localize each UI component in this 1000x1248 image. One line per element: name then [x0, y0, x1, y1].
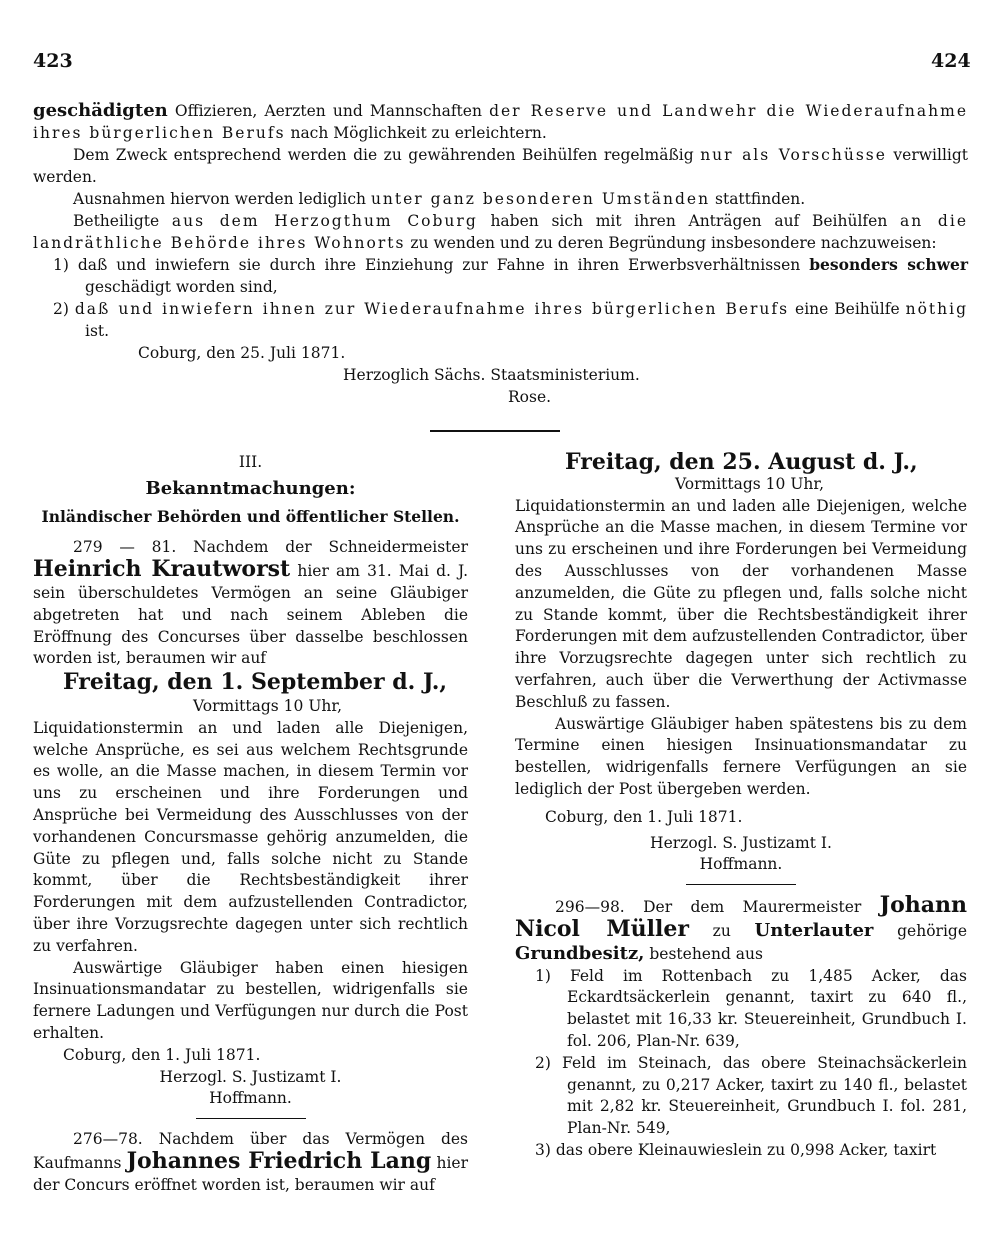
notice-276-body: Liquidationstermin an und laden alle Diejenigen, welche Ansprüche an die Masse machen, in diesem Termine vor uns zu erscheinen und ihre Forderungen bei Vermeidung des Ausschlusses von der vorhandenen Masse anzumelden, die Güte zu pflegen und, falls solche nicht zu Stande kommt, über die Rechtsbeständigkeit ihrer Forderungen mit dem aufzustellenden Contradictor, über ihre Vorzugsrechte dagegen unter sich rechtlich zu verfahren, auch über die Verwerthung der Activmasse Beschluß zu fassen.	[515, 496, 967, 711]
notice-276-place: Coburg, den 1. Juli 1871.	[545, 807, 743, 826]
notice-276-time: Vormittags 10 Uhr,	[675, 474, 824, 493]
paragraph-4: Betheiligte aus dem Herzogthum Coburg haben sich mit ihren Anträgen auf Beihülfen an die landräthliche Behörde ihres Wohnorts zu wenden und zu deren Begründung insbesondere nachzuweisen:	[33, 212, 968, 252]
notice-276-date: Freitag, den 25. August d. J.,	[565, 449, 918, 475]
list-item-1: 1) daß und inwiefern sie durch ihre Einziehung zur Fahne in ihren Erwerbsverhältnissen besonders schwer geschädigt worden sind,	[53, 255, 969, 296]
page-number-left: 423	[33, 50, 73, 72]
notice-279-date: Freitag, den 1. September d. J.,	[63, 669, 448, 696]
notice-279-time: Vormittags 10 Uhr,	[193, 696, 342, 715]
notice-296: 296—98. Der dem Maurermeister Johann Nicol Müller zu Unterlauter gehörige Grundbesitz, bestehend aus	[515, 892, 967, 964]
notice-276-office: Herzogl. S. Justizamt I.	[650, 833, 832, 852]
paragraph-3: Ausnahmen hiervon werden lediglich unter ganz besonderen Umständen stattfinden.	[73, 190, 806, 208]
property-item-1: 1) Feld im Rottenbach zu 1,485 Acker, das Eckardtsäckerlein genannt, taxirt zu 640 fl., belastet mit 16,33 kr. Steuereinheit, Grundbuch I. fol. 206, Plan-Nr. 639,	[535, 966, 967, 1050]
section-heading: Bekanntmachungen:	[145, 477, 356, 499]
section-divider	[430, 430, 560, 432]
date-line: Coburg, den 25. Juli 1871.	[138, 344, 346, 362]
list-item-2: 2) daß und inwiefern ihnen zur Wiederaufnahme ihres bürgerlichen Berufs eine Beihülfe nöthig ist.	[53, 300, 968, 340]
right-column	[515, 449, 967, 1162]
ministry-line: Herzoglich Sächs. Staatsministerium.	[343, 366, 640, 384]
notice-separator	[196, 1118, 306, 1119]
paragraph-1: geschädigten Offizieren, Aerzten und Mannschaften der Reserve und Landwehr die Wiederaufnahme ihres bürgerlichen Berufs nach Möglichkeit zu erleichtern.	[33, 100, 968, 142]
notice-279-body: Liquidationstermin an und laden alle Diejenigen, welche Ansprüche, es sei aus welchem Rechtsgrunde es wolle, an die Masse machen, in diesem Termin vor uns zu erscheinen und ihre Forderungen und Ansprüche bei Vermeidung des Ausschlusses von der vorhandenen Concursmasse gehörig anzumelden, die Güte zu pflegen und, falls solche nicht zu Stande kommt, über die Rechtsbeständigkeit ihrer Forderungen mit dem aufzustellenden Contradictor, über ihre Vorzugsrechte dagegen unter sich rechtlich zu verfahren.	[33, 718, 468, 955]
top-notice	[33, 100, 968, 408]
notice-279: 279 — 81. Nachdem der Schneidermeister Heinrich Krautworst hier am 31. Mai d. J. sein überschuldetes Vermögen an seine Gläubiger abgetreten hat und nach seinem Ableben die Eröffnung des Concurses über dasselbe beschlossen worden ist, beraumen wir auf	[33, 538, 468, 668]
property-item-3: 3) das obere Kleinauwieslein zu 0,998 Acker, taxirt	[535, 1140, 937, 1159]
notice-276: 276—78. Nachdem über das Vermögen des Kaufmanns Johannes Friedrich Lang hier der Concurs eröffnet worden ist, beraumen wir auf	[33, 1130, 468, 1194]
notice-279-office: Herzogl. S. Justizamt I.	[159, 1067, 342, 1086]
property-item-2: 2) Feld im Steinach, das obere Steinachsäckerlein genannt, zu 0,217 Acker, taxirt zu 140 fl., belastet mit 2,82 kr. Steuereinheit, Grundbuch I. fol. 281, Plan-Nr. 549,	[535, 1053, 967, 1138]
page-number-right: 424	[931, 50, 971, 72]
notice-279-signer: Hoffmann.	[209, 1089, 292, 1108]
notice-separator-right	[686, 884, 796, 885]
notice-276-signer: Hoffmann.	[699, 855, 783, 874]
notice-279-place: Coburg, den 1. Juli 1871.	[63, 1045, 261, 1064]
left-column	[33, 452, 468, 1197]
notice-276-body2: Auswärtige Gläubiger haben spätestens bis zu dem Termine einen hiesigen Insinuationsmandatar zu bestellen, widrigenfalls fernere Verfügungen an sie lediglich der Post übergeben werden.	[515, 714, 967, 798]
signer-line: Rose.	[508, 388, 552, 406]
section-number: III.	[238, 453, 263, 471]
notice-279-body2: Auswärtige Gläubiger haben einen hiesigen Insinuationsmandatar zu bestellen, widrigenfalls sie fernere Ladungen und Verfügungen nur durch die Post erhalten.	[33, 958, 468, 1042]
paragraph-2: Dem Zweck entsprechend werden die zu gewährenden Beihülfen regelmäßig nur als Vorschüsse verwilligt werden.	[33, 146, 969, 186]
section-subheading: Inländischer Behörden und öffentlicher Stellen.	[41, 506, 460, 526]
